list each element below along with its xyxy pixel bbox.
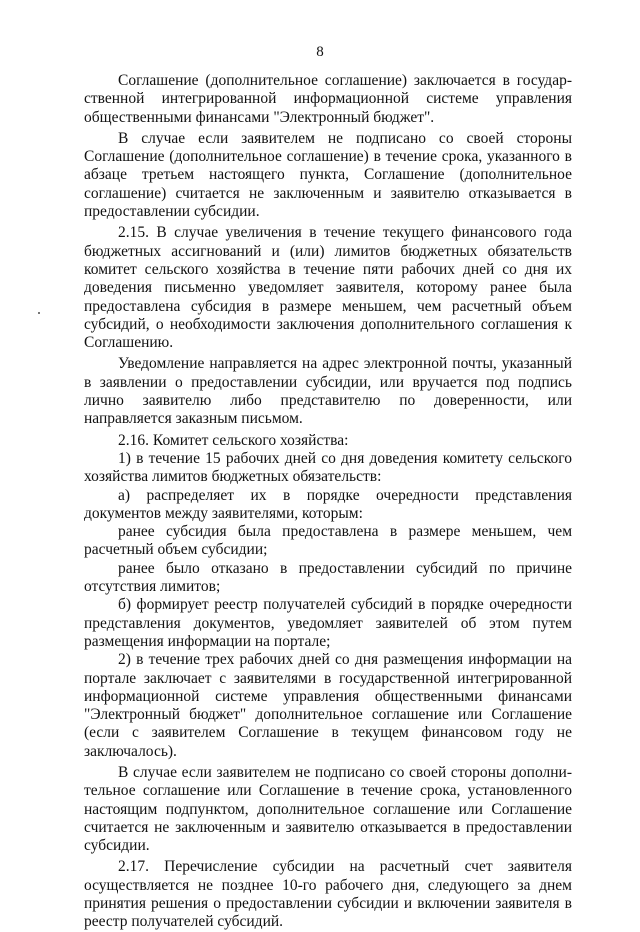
paragraph-previous-smaller-subsidy: ранее субсидия была предоставлена в размере меньшем, чем расчетный объем субсидии; (84, 523, 572, 559)
paragraph-subclause-b: б) формирует реестр получателей субсидий в порядке очередности представления документов, уведомляет заявителей об этом путем размещения информации на портале; (84, 596, 572, 650)
paragraph-clause-2-15: 2.15. В случае увеличения в течение текущего финансового года бюджетных ассигнований и (или) лимитов бюджетных обязательств комитет сельского хозяйства в течение пяти рабочих дней со дня их доведения письменно уведомляет заявителя, которому ранее была предоставлена субсидия в размере меньшем, чем расчетный объем субсидий, о необходимости заключения дополнительного соглашения к Соглашению. (84, 224, 572, 352)
paragraph-subclause-1: 1) в течение 15 рабочих дней со дня доведения комитету сельского хозяйства лимитов бюджетных обязательств: (84, 449, 572, 486)
paragraph-agreement-not-signed: В случае если заявителем не подписано со своей стороны Соглашение (дополнительное соглашение) в течение срока, указанного в абзаце третьем настоящего пункта, Соглашение (дополнительное соглашение) считается не заключенным и заявителю отказывается в предоставлении субсидии. (84, 129, 572, 221)
paragraph-clause-2-17: 2.17. Перечисление субсидии на расчетный счет заявителя осуществляется не позднее 10-го рабочего дня, следующего за днем принятия решения о предоставлении субсидии и включении заявителя в реестр получателей субсидий. (84, 858, 572, 931)
paragraph-clause-2-16: 2.16. Комитет сельского хозяйства: (118, 431, 349, 449)
scan-speck (38, 312, 40, 314)
paragraph-agreement-system: Соглашение (дополнительное соглашение) заключается в государственной интегрированной информационной системе управления общественными финансами "Электронный бюджет". (84, 72, 572, 126)
paragraph-previous-refusal: ранее было отказано в предоставлении субсидий по причине отсутствия лимитов; (84, 559, 572, 596)
paragraph-subclause-2: 2) в течение трех рабочих дней со дня размещения информации на портале заключает с заявителями в государственной интегрированной информационной системе управления общественными финансами "Электронный бюджет" дополнительное соглашение или Соглашение (если с заявителем Соглашение в текущем финансовом году не заключалось). (84, 651, 572, 760)
paragraph-subclause-a: а) распределяет их в порядке очередности представления документов между заявителями, которым: (84, 486, 572, 522)
paragraph-additional-not-signed: В случае если заявителем не подписано со своей стороны дополнительное соглашение или Соглашение в течение срока, установленного настоящим подпунктом, дополнительное соглашение или Соглашение считается не заключенным и заявителю отказывается в предоставлении субсидии. (84, 763, 572, 855)
paragraph-notification: Уведомление направляется на адрес электронной почты, указанный в заявлении о предоставлении субсидии, или вручается под подпись лично заявителю либо представителю по доверенности, или направляется заказным письмом. (84, 355, 572, 428)
page-number: 8 (316, 44, 324, 60)
document-body (84, 72, 572, 932)
